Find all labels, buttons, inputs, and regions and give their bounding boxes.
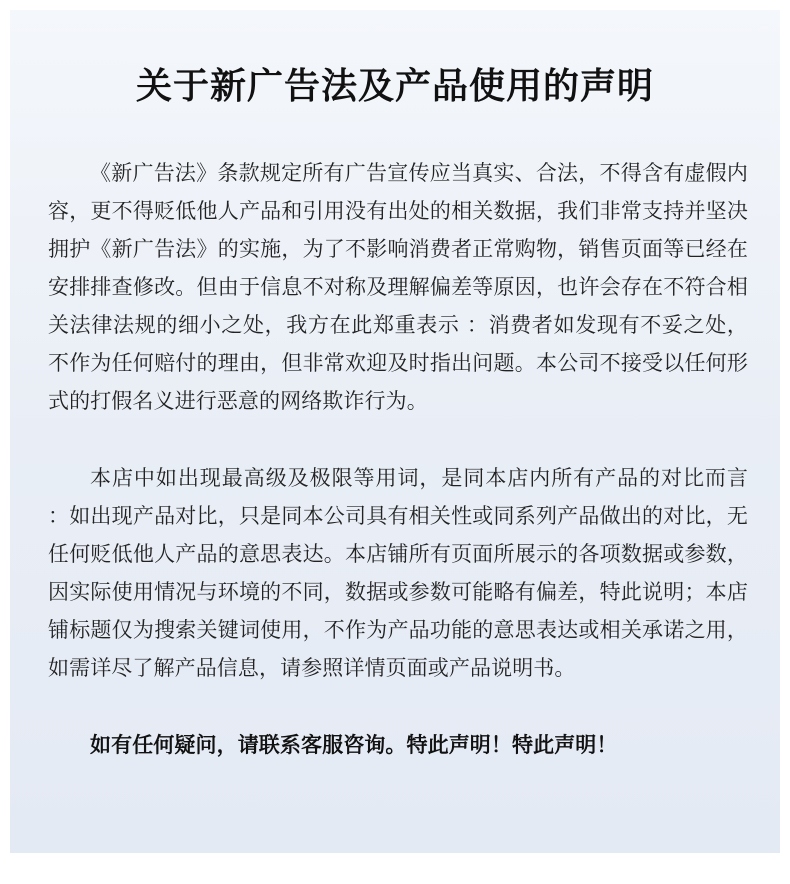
statement-panel	[10, 10, 780, 853]
statement-body	[48, 154, 748, 764]
page-title: 关于新广告法及产品使用的声明	[135, 66, 654, 107]
paragraph-contact-notice: 如有任何疑问，请联系客服咨询。特此声明！特此声明！	[90, 733, 618, 757]
paragraph-comparison-terms: 本店中如出现最高级及极限等用词，是同本店内所有产品的对比而言 ：如出现产品对比，只是同本公司具有相关性或同系列产品做出的对比，无任何贬低他人产品的意思表达。本店铺所有页面所展示的各项数据或参数，因实际使用情况与环境的不同，数据或参数可能略有偏差，特此说明；本店铺标题仅为搜索关键词使用，不作为产品功能的意思表达或相关承诺之用，如需详尽了解产品信息，请参照详情页面或产品说明书。	[48, 466, 748, 680]
paragraph-advertising-law: 《新广告法》条款规定所有广告宣传应当真实、合法，不得含有虚假内容，更不得贬低他人产品和引用没有出处的相关数据，我们非常支持并坚决拥护《新广告法》的实施，为了不影响消费者正常购物，销售页面等已经在安排排查修改。但由于信息不对称及理解偏差等原因，也许会存在不符合相关法律法规的细小之处，我方在此郑重表示 ：消费者如发现有不妥之处，不作为任何赔付的理由，但非常欢迎及时指出问题。本公司不接受以任何形式的打假名义进行恶意的网络欺诈行为。	[48, 161, 748, 413]
